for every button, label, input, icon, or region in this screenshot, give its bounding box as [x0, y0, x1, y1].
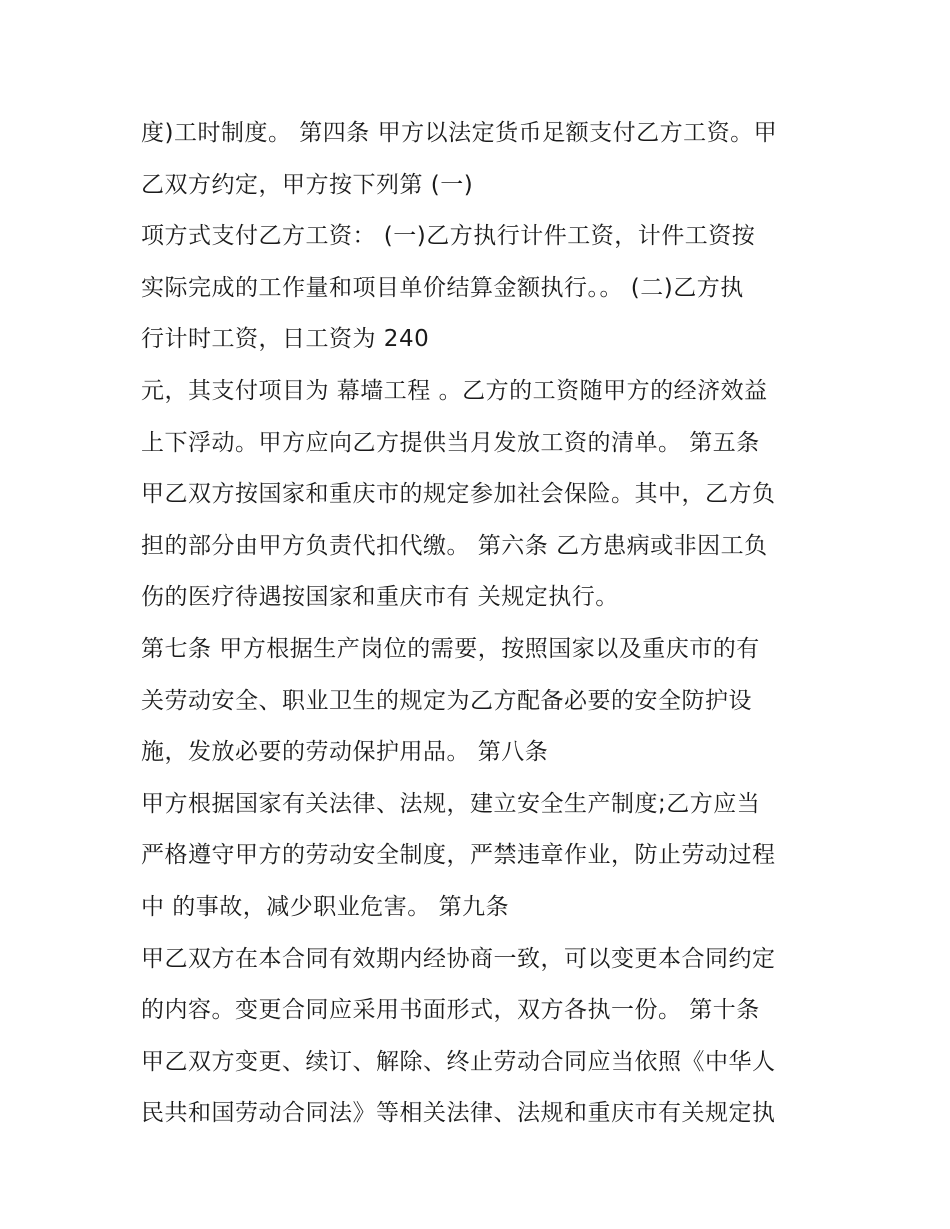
text-line: 甲方根据国家有关法律、法规，建立安全生产制度;乙方应当: [141, 790, 761, 817]
text-line: 严格遵守甲方的劳动安全制度，严禁违章作业，防止劳动过程: [141, 842, 776, 869]
text-line: 关劳动安全、职业卫生的规定为乙方配备必要的安全防护设: [141, 687, 752, 714]
text-line: 行计时工资，日工资为 240: [141, 326, 430, 353]
text-line: 施，发放必要的劳动保护用品。 第八条: [141, 739, 549, 766]
contract-text-block: [141, 108, 821, 1140]
text-line: 担的部分由甲方负责代扣代缴。 第六条 乙方患病或非因工负: [141, 532, 768, 559]
text-line: 中 的事故，减少职业危害。 第九条: [141, 893, 510, 920]
text-line: 甲乙双方在本合同有效期内经协商一致，可以变更本合同约定: [141, 945, 776, 972]
text-line: 甲乙双方按国家和重庆市的规定参加社会保险。其中，乙方负: [141, 481, 776, 508]
text-line: 民共和国劳动合同法》等相关法律、法规和重庆市有关规定执: [141, 1100, 776, 1127]
text-line: 第七条 甲方根据生产岗位的需要，按照国家以及重庆市的有: [141, 635, 760, 662]
text-line: 度)工时制度。 第四条 甲方以法定货币足额支付乙方工资。甲: [141, 120, 778, 146]
text-line: 伤的医疗待遇按国家和重庆市有 关规定执行。: [141, 584, 619, 611]
text-line: 上下浮动。甲方应向乙方提供当月发放工资的清单。 第五条: [141, 429, 760, 456]
text-line: 项方式支付乙方工资： (一)乙方执行计件工资，计件工资按: [141, 223, 756, 250]
text-line: 的内容。变更合同应采用书面形式，双方各执一份。 第十条: [141, 997, 760, 1024]
text-line: 元，其支付项目为 幕墙工程 。乙方的工资随甲方的经济效益: [141, 377, 768, 404]
text-line: 甲乙双方变更、续订、解除、终止劳动合同应当依照《中华人: [141, 1048, 776, 1075]
text-line: 乙双方约定，甲方按下列第 (一): [141, 171, 474, 198]
text-line: 实际完成的工作量和项目单价结算金额执行。。 (二)乙方执: [141, 274, 744, 301]
